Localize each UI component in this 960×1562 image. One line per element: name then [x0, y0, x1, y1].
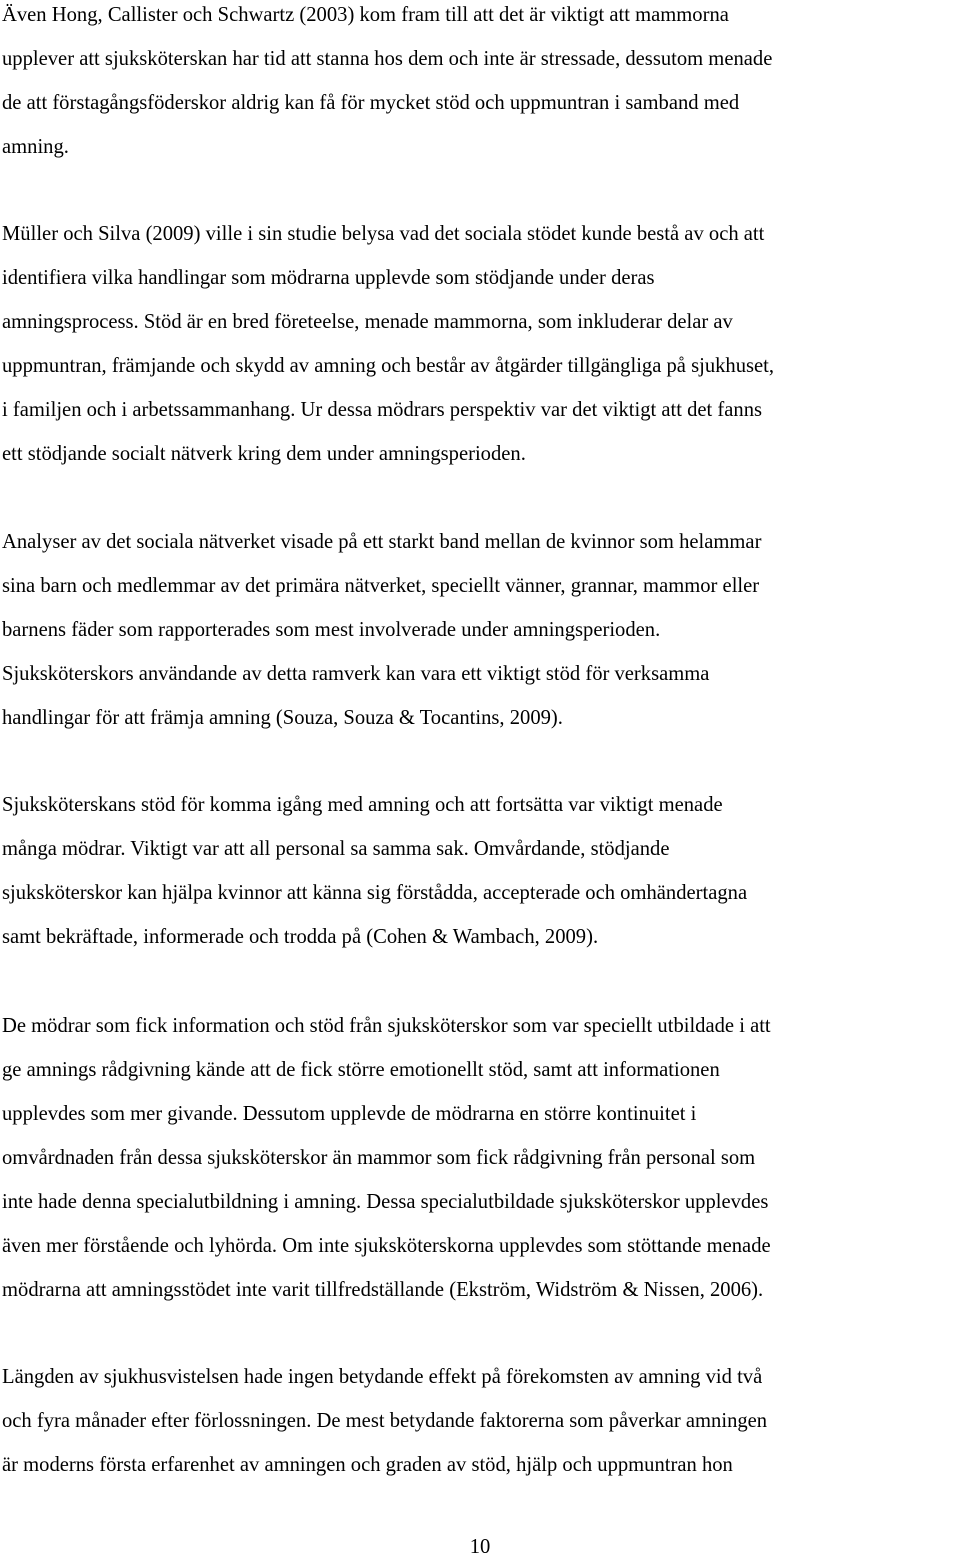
text-line: amning. — [2, 136, 69, 158]
text-line: Längden av sjukhusvistelsen hade ingen betydande effekt på förekomsten av amning vid två — [2, 1366, 763, 1388]
text-line: Även Hong, Callister och Schwartz (2003) kom fram till att det är viktigt att mammorna — [2, 4, 729, 26]
text-line: många mödrar. Viktigt var att all personal sa samma sak. Omvårdande, stödjande — [2, 838, 670, 860]
text-line: i familjen och i arbetssammanhang. Ur dessa mödrars perspektiv var det viktigt att det fanns — [2, 399, 763, 421]
text-line: sjuksköterskor kan hjälpa kvinnor att känna sig förstådda, accepterade och omhändertagna — [2, 882, 748, 904]
text-line: samt bekräftade, informerade och trodda på (Cohen & Wambach, 2009). — [2, 926, 599, 948]
text-line: upplever att sjuksköterskan har tid att stanna hos dem och inte är stressade, dessutom menade — [2, 48, 773, 70]
paragraph-3 — [2, 520, 761, 740]
paragraph-1 — [2, 0, 772, 169]
text-line: De mödrar som fick information och stöd från sjuksköterskor som var speciellt utbildade i att — [2, 1015, 771, 1037]
text-line: handlingar för att främja amning (Souza, Souza & Tocantins, 2009). — [2, 707, 563, 729]
text-line: upplevdes som mer givande. Dessutom upplevde de mödrarna en större kontinuitet i — [2, 1103, 697, 1125]
text-line: Sjuksköterskans stöd för komma igång med amning och att fortsätta var viktigt menade — [2, 794, 723, 816]
text-line: Müller och Silva (2009) ville i sin studie belysa vad det sociala stödet kunde bestå av och att — [2, 223, 765, 245]
text-line: Sjuksköterskors användande av detta ramverk kan vara ett viktigt stöd för verksamma — [2, 663, 710, 685]
text-line: ett stödjande socialt nätverk kring dem under amningsperioden. — [2, 443, 526, 465]
paragraph-5 — [2, 1004, 771, 1312]
text-line: sina barn och medlemmar av det primära nätverket, speciellt vänner, grannar, mammor eller — [2, 575, 760, 597]
text-line: barnens fäder som rapporterades som mest involverade under amningsperioden. — [2, 619, 661, 641]
text-line: och fyra månader efter förlossningen. De mest betydande faktorerna som påverkar amningen — [2, 1410, 768, 1432]
text-line: identifiera vilka handlingar som mödrarna upplevde som stödjande under deras — [2, 267, 655, 289]
text-line: omvårdnaden från dessa sjuksköterskor än mammor som fick rådgivning från personal som — [2, 1147, 756, 1169]
text-line: de att förstagångsföderskor aldrig kan få för mycket stöd och uppmuntran i samband med — [2, 92, 740, 114]
text-line: Analyser av det sociala nätverket visade på ett starkt band mellan de kvinnor som helammar — [2, 531, 762, 553]
text-line: mödrarna att amningsstödet inte varit tillfredställande (Ekström, Widström & Nissen, 2006). — [2, 1279, 764, 1301]
text-line: amningsprocess. Stöd är en bred företeelse, menade mammorna, som inkluderar delar av — [2, 311, 733, 333]
page-number: 10 — [469, 1536, 491, 1558]
text-line: ge amnings rådgivning kände att de fick större emotionellt stöd, samt att informationen — [2, 1059, 720, 1081]
paragraph-6 — [2, 1355, 767, 1487]
text-line: uppmuntran, främjande och skydd av amning och består av åtgärder tillgängliga på sjukhuset, — [2, 355, 775, 377]
paragraph-4 — [2, 783, 747, 959]
text-line: även mer förstående och lyhörda. Om inte sjuksköterskorna upplevdes som stöttande menade — [2, 1235, 771, 1257]
paragraph-2 — [2, 212, 774, 476]
text-line: är moderns första erfarenhet av amningen och graden av stöd, hjälp och uppmuntran hon — [2, 1454, 733, 1476]
text-line: inte hade denna specialutbildning i amning. Dessa specialutbildade sjuksköterskor upplevdes — [2, 1191, 769, 1213]
